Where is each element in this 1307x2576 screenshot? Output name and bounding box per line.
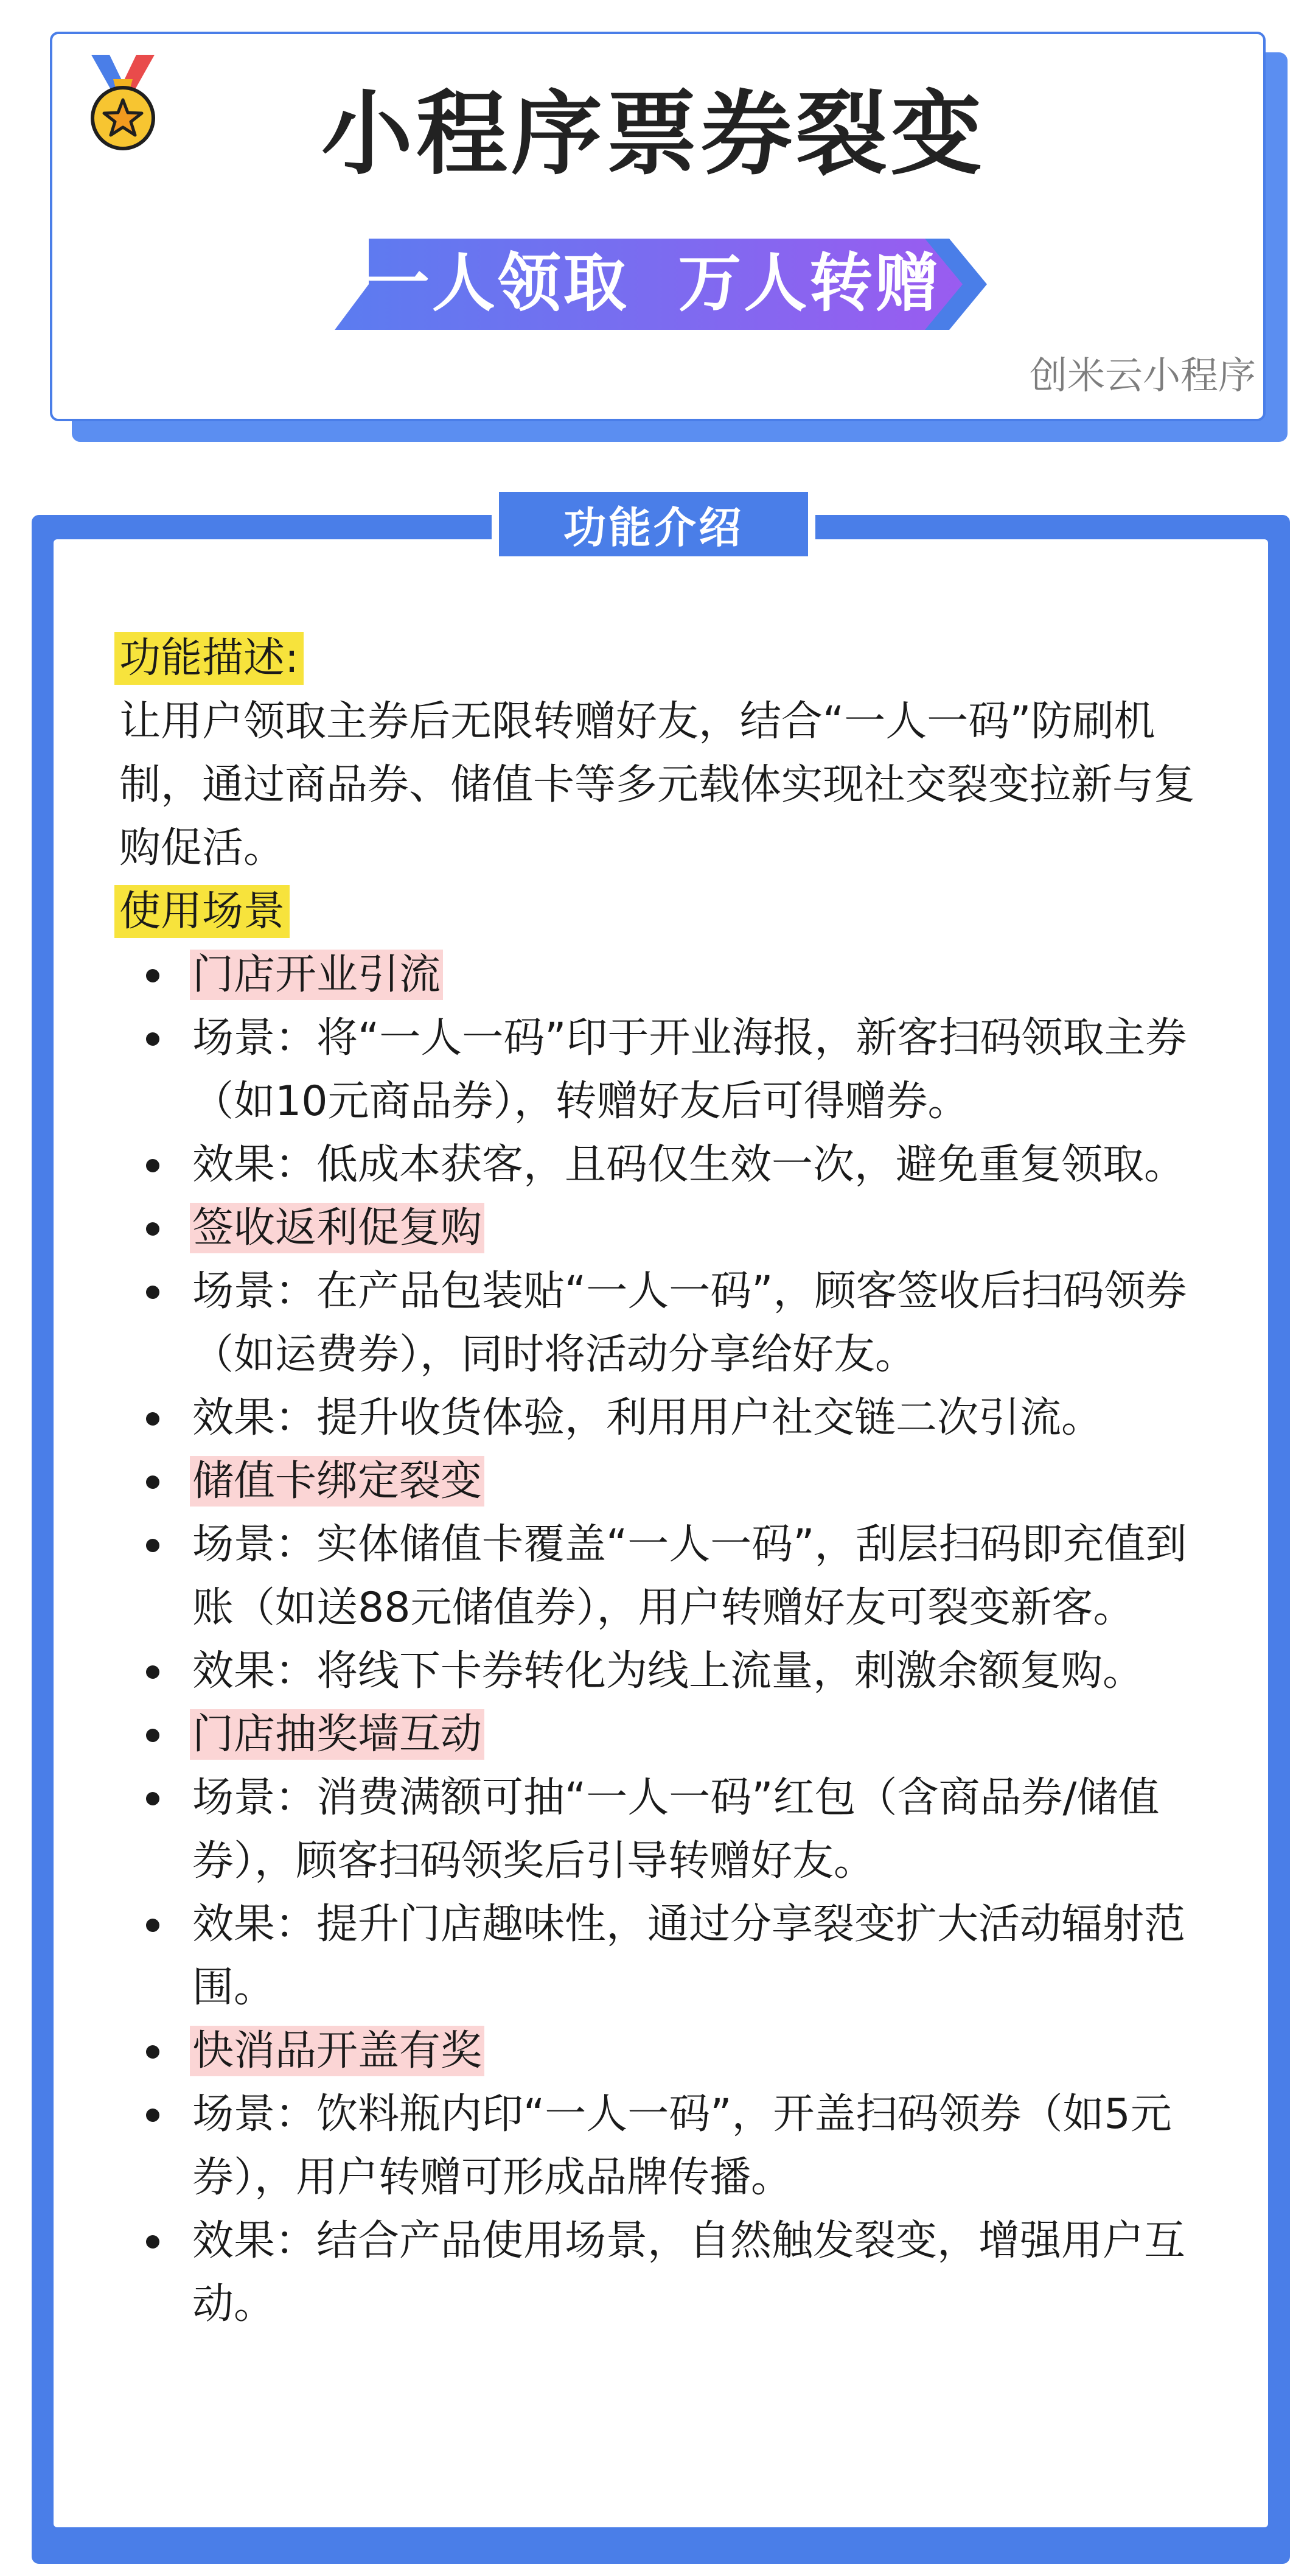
list-item (119, 1450, 1196, 1513)
scene-text: 场景：将“一人一码”印于开业海报，新客扫码领取主券（如10元商品券），转赠好友后可得赠券。 (192, 1014, 1187, 1125)
scene-text: 场景：消费满额可抽“一人一码”红包（含商品券/储值券），顾客扫码领奖后引导转赠好友。 (192, 1774, 1160, 1885)
list-item (119, 1197, 1196, 1260)
list-item (119, 1640, 1196, 1703)
scene-text: 场景：实体储值卡覆盖“一人一码”，刮层扫码即充值到账（如送88元储值券），用户转赠好友可裂变新客。 (192, 1521, 1187, 1632)
scene-title: 快消品开盖有奖 (190, 2026, 484, 2076)
scenes-list (119, 943, 1196, 2336)
section-tab: 功能介绍 (499, 492, 808, 556)
ribbon-slogan: 一人领取 万人转赠 (366, 246, 941, 320)
scene-title: 门店抽奖墙互动 (190, 1709, 484, 1760)
list-item (119, 2210, 1196, 2336)
brand-label: 创米云小程序 (1029, 353, 1256, 397)
scene-text: 场景：在产品包装贴“一人一码”，顾客签收后扫码领券（如运费券），同时将活动分享给好友。 (192, 1267, 1187, 1379)
list-item (119, 1133, 1196, 1197)
list-item (119, 2083, 1196, 2210)
list-item (119, 943, 1196, 1007)
effect-text: 效果：低成本获客，且码仅生效一次，避免重复领取。 (192, 1141, 1186, 1189)
description-heading-line (119, 627, 1196, 690)
list-item (119, 1513, 1196, 1640)
content-body (119, 627, 1196, 2336)
page-title: 小程序票券裂变 (321, 82, 986, 187)
scene-title: 门店开业引流 (190, 950, 443, 1000)
scene-title: 储值卡绑定裂变 (190, 1456, 484, 1507)
list-item (119, 1703, 1196, 1766)
list-item (119, 2020, 1196, 2083)
description-text: 让用户领取主券后无限转赠好友，结合“一人一码”防刷机制，通过商品券、储值卡等多元载体实现社交裂变拉新与复购促活。 (119, 698, 1196, 872)
list-item (119, 1260, 1196, 1387)
scene-title: 签收返利促复购 (190, 1203, 484, 1253)
scenes-heading-line (119, 880, 1196, 943)
list-item (119, 1893, 1196, 2020)
effect-text: 效果：提升收货体验，利用用户社交链二次引流。 (192, 1394, 1103, 1442)
description-heading: 功能描述: (114, 632, 304, 685)
list-item (119, 1766, 1196, 1893)
effect-text: 效果：结合产品使用场景，自然触发裂变，增强用户互动。 (192, 2217, 1186, 2328)
list-item (119, 1387, 1196, 1450)
scene-text: 场景：饮料瓶内印“一人一码”，开盖扫码领券（如5元券），用户转赠可形成品牌传播。 (192, 2090, 1172, 2202)
list-item (119, 1007, 1196, 1133)
effect-text: 效果：提升门店趣味性，通过分享裂变扩大活动辐射范围。 (192, 1900, 1186, 2012)
scenes-heading: 使用场景 (114, 885, 290, 938)
effect-text: 效果：将线下卡券转化为线上流量，刺激余额复购。 (192, 1647, 1145, 1695)
